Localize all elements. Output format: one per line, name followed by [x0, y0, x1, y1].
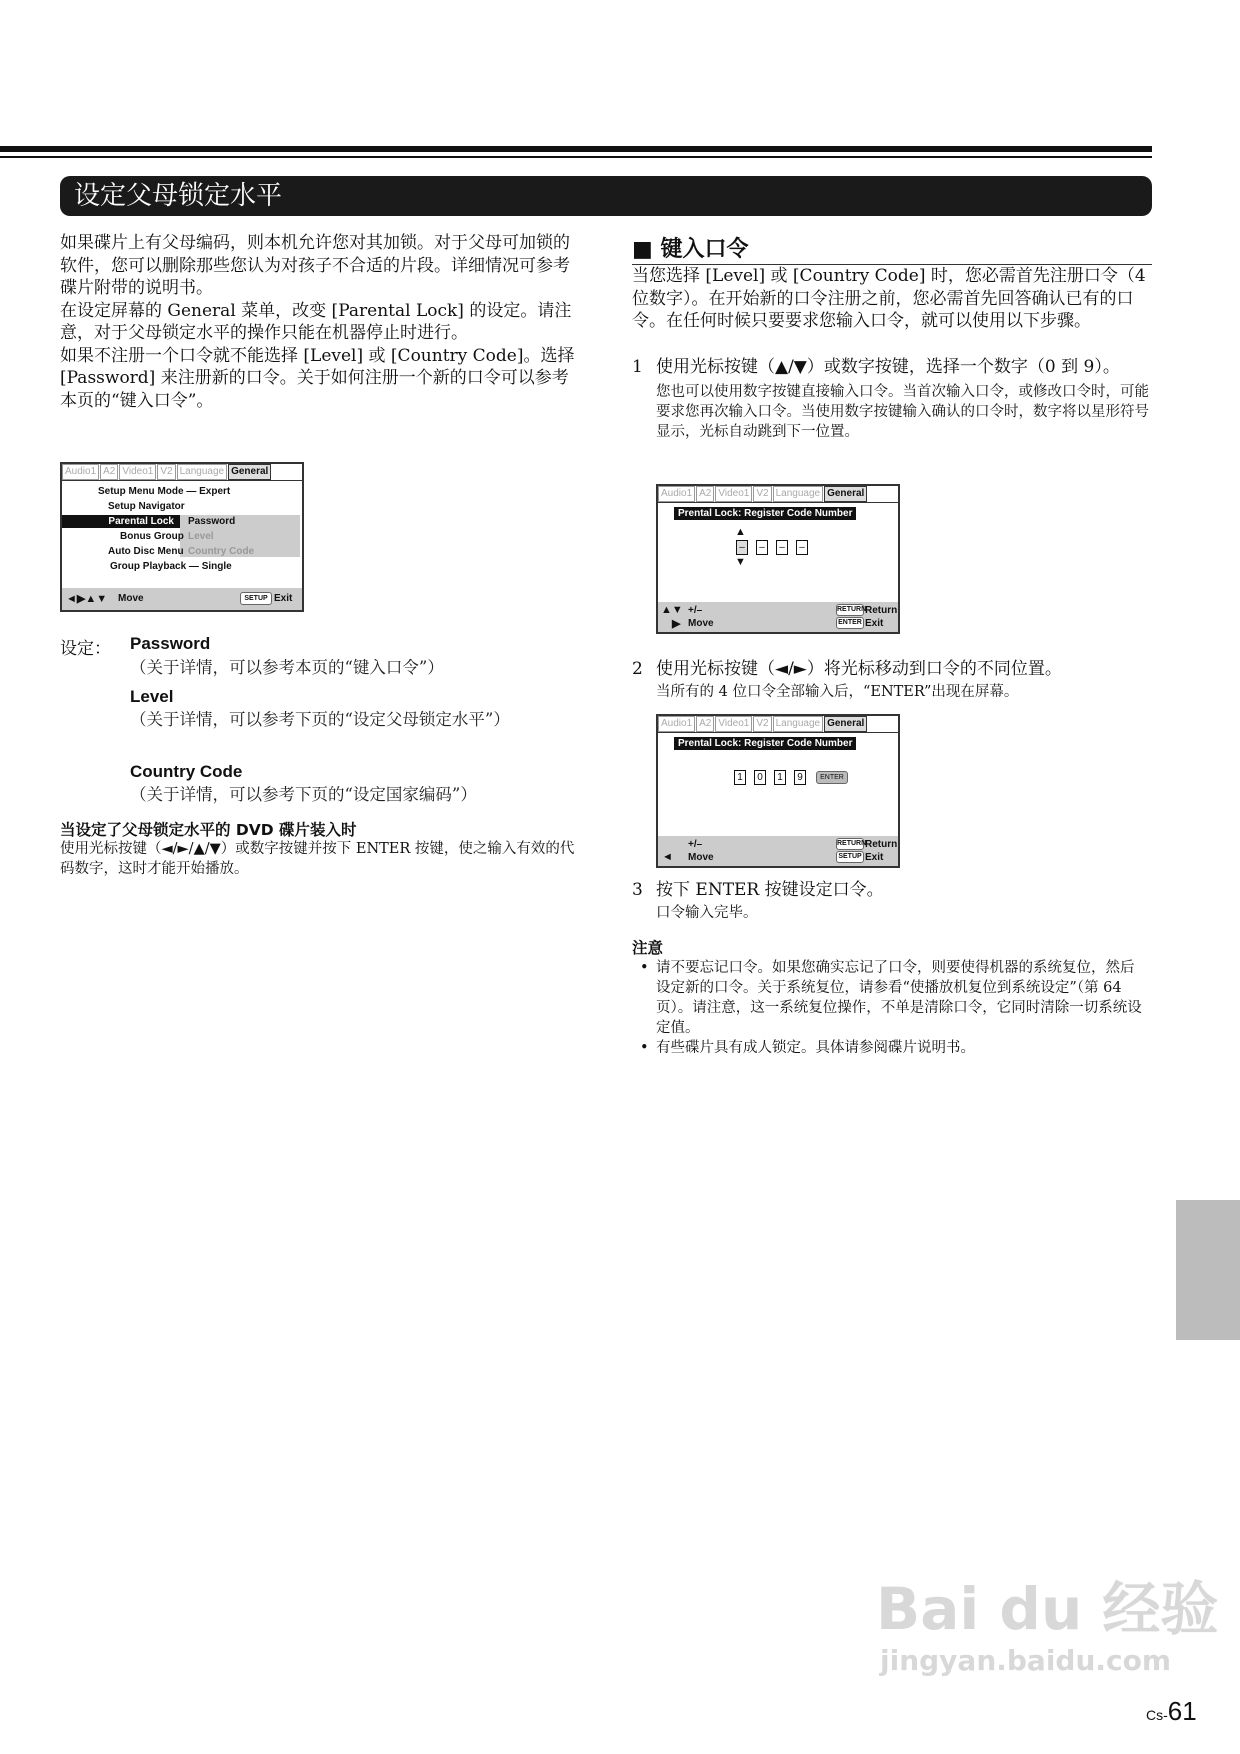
enter-indicator: ENTER	[816, 771, 848, 784]
setting-level-desc: （关于详情，可以参考下页的“设定父母锁定水平”）	[130, 710, 510, 729]
screen1-tabs	[62, 464, 272, 480]
footer-move-label: Move	[688, 618, 714, 629]
up-arrow-icon: ▲	[735, 526, 746, 538]
tab-language: Language	[773, 486, 824, 502]
section-title: 设定父母锁定水平	[60, 176, 1152, 216]
up-down-arrows-icon: ▲▼	[661, 604, 683, 616]
digit-4: –	[796, 540, 808, 555]
screen2-tabs	[658, 486, 868, 502]
bullet-icon: •	[640, 960, 649, 976]
menu-setup-menu-mode: Setup Menu Mode — Expert	[98, 486, 231, 497]
tab-a2: A2	[696, 486, 714, 502]
setting-country-desc: （关于详情，可以参考下页的“设定国家编码”）	[130, 785, 477, 804]
tab-a2: A2	[696, 716, 714, 732]
note-text-2: 有些碟片具有成人锁定。具体请参阅碟片说明书。	[656, 1040, 975, 1056]
step-1-subtext: 您也可以使用数字按键直接输入口令。当首次输入口令，或修改口令时，可能要求您再次输入口令。当使用数字按键输入确认的口令时，数字将以星形符号显示，光标自动跳到下一位置。	[656, 384, 1149, 440]
settings-label: 设定：	[60, 639, 111, 659]
enter-button-icon: ENTER	[836, 617, 864, 629]
setting-password-name: Password	[130, 634, 211, 653]
footer-move-label: Move	[118, 593, 144, 604]
intro-paragraph-1: 如果碟片上有父母编码，则本机允许您对其加锁。对于父母可加锁的软件，您可以删除那些您认为对孩子不合适的片段。详细情况可参考碟片附带的说明书。	[60, 233, 570, 298]
top-rule-thin	[0, 156, 1152, 158]
side-thumb-tab	[1176, 1200, 1240, 1340]
screen2-footer	[658, 602, 898, 632]
tab-audio1: Audio1	[62, 464, 99, 480]
screen1-tab-divider	[62, 480, 302, 481]
digit-1: –	[736, 540, 748, 555]
step-2-text: 使用光标按键（◄/►）将光标移动到口令的不同位置。	[656, 659, 1062, 679]
tab-video1: Video1	[715, 486, 752, 502]
menu-parental-lock: Parental Lock	[62, 515, 180, 528]
option-country-code: Country Code	[188, 546, 255, 557]
page-prefix: Cs-	[1146, 1707, 1168, 1723]
password-section-heading: ■ 键入口令	[632, 237, 749, 262]
screen3-footer	[658, 836, 898, 866]
step-3-text: 按下 ENTER 按键设定口令。	[656, 880, 884, 900]
page-number	[1146, 1696, 1197, 1727]
tab-audio1: Audio1	[658, 716, 695, 732]
setup-button-icon: SETUP	[836, 851, 864, 863]
down-arrow-icon: ▼	[735, 556, 746, 568]
top-rule-thick	[0, 146, 1152, 152]
digit-2: 0	[754, 770, 766, 785]
footer-return-label: Return	[865, 839, 898, 850]
tab-a2: A2	[100, 464, 118, 480]
screen2-banner: Prental Lock: Register Code Number	[674, 507, 856, 520]
screen-register-code-filled	[656, 714, 900, 868]
tab-audio1: Audio1	[658, 486, 695, 502]
step-1-text: 使用光标按键（▲/▼）或数字按键，选择一个数字（0 到 9）。	[656, 357, 1120, 377]
setup-button-icon: SETUP	[240, 592, 272, 605]
screen2-tab-divider	[658, 502, 898, 503]
arrows-icon: ◄▶▲▼	[66, 593, 108, 605]
tab-video1: Video1	[119, 464, 156, 480]
tab-v2: V2	[157, 464, 175, 480]
option-level: Level	[188, 531, 214, 542]
tab-language: Language	[177, 464, 228, 480]
setting-level-name: Level	[130, 687, 174, 706]
screen-register-code-empty	[656, 484, 900, 634]
left-arrow-icon: ◄	[662, 851, 673, 863]
screen3-tabs	[658, 716, 868, 732]
tab-general: General	[824, 716, 867, 732]
bullet-icon: •	[640, 1040, 649, 1056]
watermark-url: jingyan.baidu.com	[880, 1644, 1172, 1677]
step-3	[632, 879, 1152, 923]
footer-move-label: Move	[688, 852, 714, 863]
digit-1: 1	[734, 770, 746, 785]
tab-general: General	[824, 486, 867, 502]
step-2-subtext: 当所有的 4 位口令全部输入后，“ENTER”出现在屏幕。	[656, 684, 1019, 700]
return-button-icon: RETURN	[836, 604, 864, 616]
footer-plusminus-label: +/–	[688, 605, 703, 616]
tab-general: General	[228, 464, 271, 480]
screen1-footer	[62, 588, 302, 610]
step-3-number: 3	[632, 880, 643, 900]
watermark-logo: Bai du 经验	[876, 1575, 1219, 1643]
footer-return-label: Return	[865, 605, 898, 616]
intro-paragraph-3: 如果不注册一个口令就不能选择 [Level] 或 [Country Code]。选择 [Password] 来注册新的口令。关于如何注册一个新的口令可以参考本页的“键入口令”。	[60, 345, 575, 411]
load-disc-text: 使用光标按键（◄/►/▲/▼）或数字按键并按下 ENTER 按键，使之输入有效的代码数字，这时才能开始播放。	[60, 841, 575, 877]
menu-bonus-group: Bonus Group	[120, 531, 184, 542]
option-password: Password	[188, 516, 236, 527]
step-1	[632, 356, 1152, 442]
tab-language: Language	[773, 716, 824, 732]
tab-video1: Video1	[715, 716, 752, 732]
tab-v2: V2	[753, 486, 771, 502]
note-heading: 注意	[632, 939, 664, 957]
load-disc-heading: 当设定了父母锁定水平的 DVD 碟片装入时	[60, 821, 357, 839]
screen-general-menu	[60, 462, 304, 612]
digit-3: 1	[774, 770, 786, 785]
screen3-banner: Prental Lock: Register Code Number	[674, 737, 856, 750]
footer-exit-label: Exit	[865, 618, 884, 629]
digit-3: –	[776, 540, 788, 555]
screen3-tab-divider	[658, 732, 898, 733]
step-1-number: 1	[632, 357, 643, 377]
note-item	[632, 958, 1142, 1038]
menu-group-playback: Group Playback — Single	[110, 561, 232, 572]
tab-v2: V2	[753, 716, 771, 732]
note-item	[632, 1038, 1142, 1058]
note-text-1: 请不要忘记口令。如果您确实忘记了口令，则要使得机器的系统复位，然后设定新的口令。关于系统复位，请参看“使播放机复位到系统设定”（第 64 页）。请注意，这一系统复位操作，不单是清除口令，它同时清除一切系统设定值。	[656, 960, 1142, 1036]
menu-setup-navigator: Setup Navigator	[108, 501, 185, 512]
step-2-number: 2	[632, 659, 643, 679]
footer-plusminus-label: +/–	[688, 839, 703, 850]
footer-exit-label: Exit	[865, 852, 884, 863]
password-intro: 当您选择 [Level] 或 [Country Code] 时，您必需首先注册口令（4 位数字）。在开始新的口令注册之前，您必需首先回答确认已有的口令。在任何时候只要要求您输入口令，就可以使用以下步骤。	[632, 266, 1146, 331]
setting-country-name: Country Code	[130, 762, 243, 781]
digit-2: –	[756, 540, 768, 555]
digit-4: 9	[794, 770, 806, 785]
page-number-value: 61	[1167, 1696, 1197, 1726]
intro-paragraph-2: 在设定屏幕的 General 菜单，改变 [Parental Lock] 的设定。请注意，对于父母锁定水平的操作只能在机器停止时进行。	[60, 300, 572, 343]
setting-password-desc: （关于详情，可以参考本页的“键入口令”）	[130, 658, 444, 677]
right-arrow-icon: ▶	[672, 618, 681, 630]
footer-exit-label: Exit	[274, 593, 293, 604]
step-3-subtext: 口令输入完毕。	[656, 905, 758, 921]
return-button-icon: RETURN	[836, 838, 864, 850]
menu-auto-disc-menu: Auto Disc Menu	[108, 546, 184, 557]
step-2	[632, 658, 1152, 702]
left-intro	[60, 232, 576, 412]
notes-list	[632, 958, 1142, 1058]
